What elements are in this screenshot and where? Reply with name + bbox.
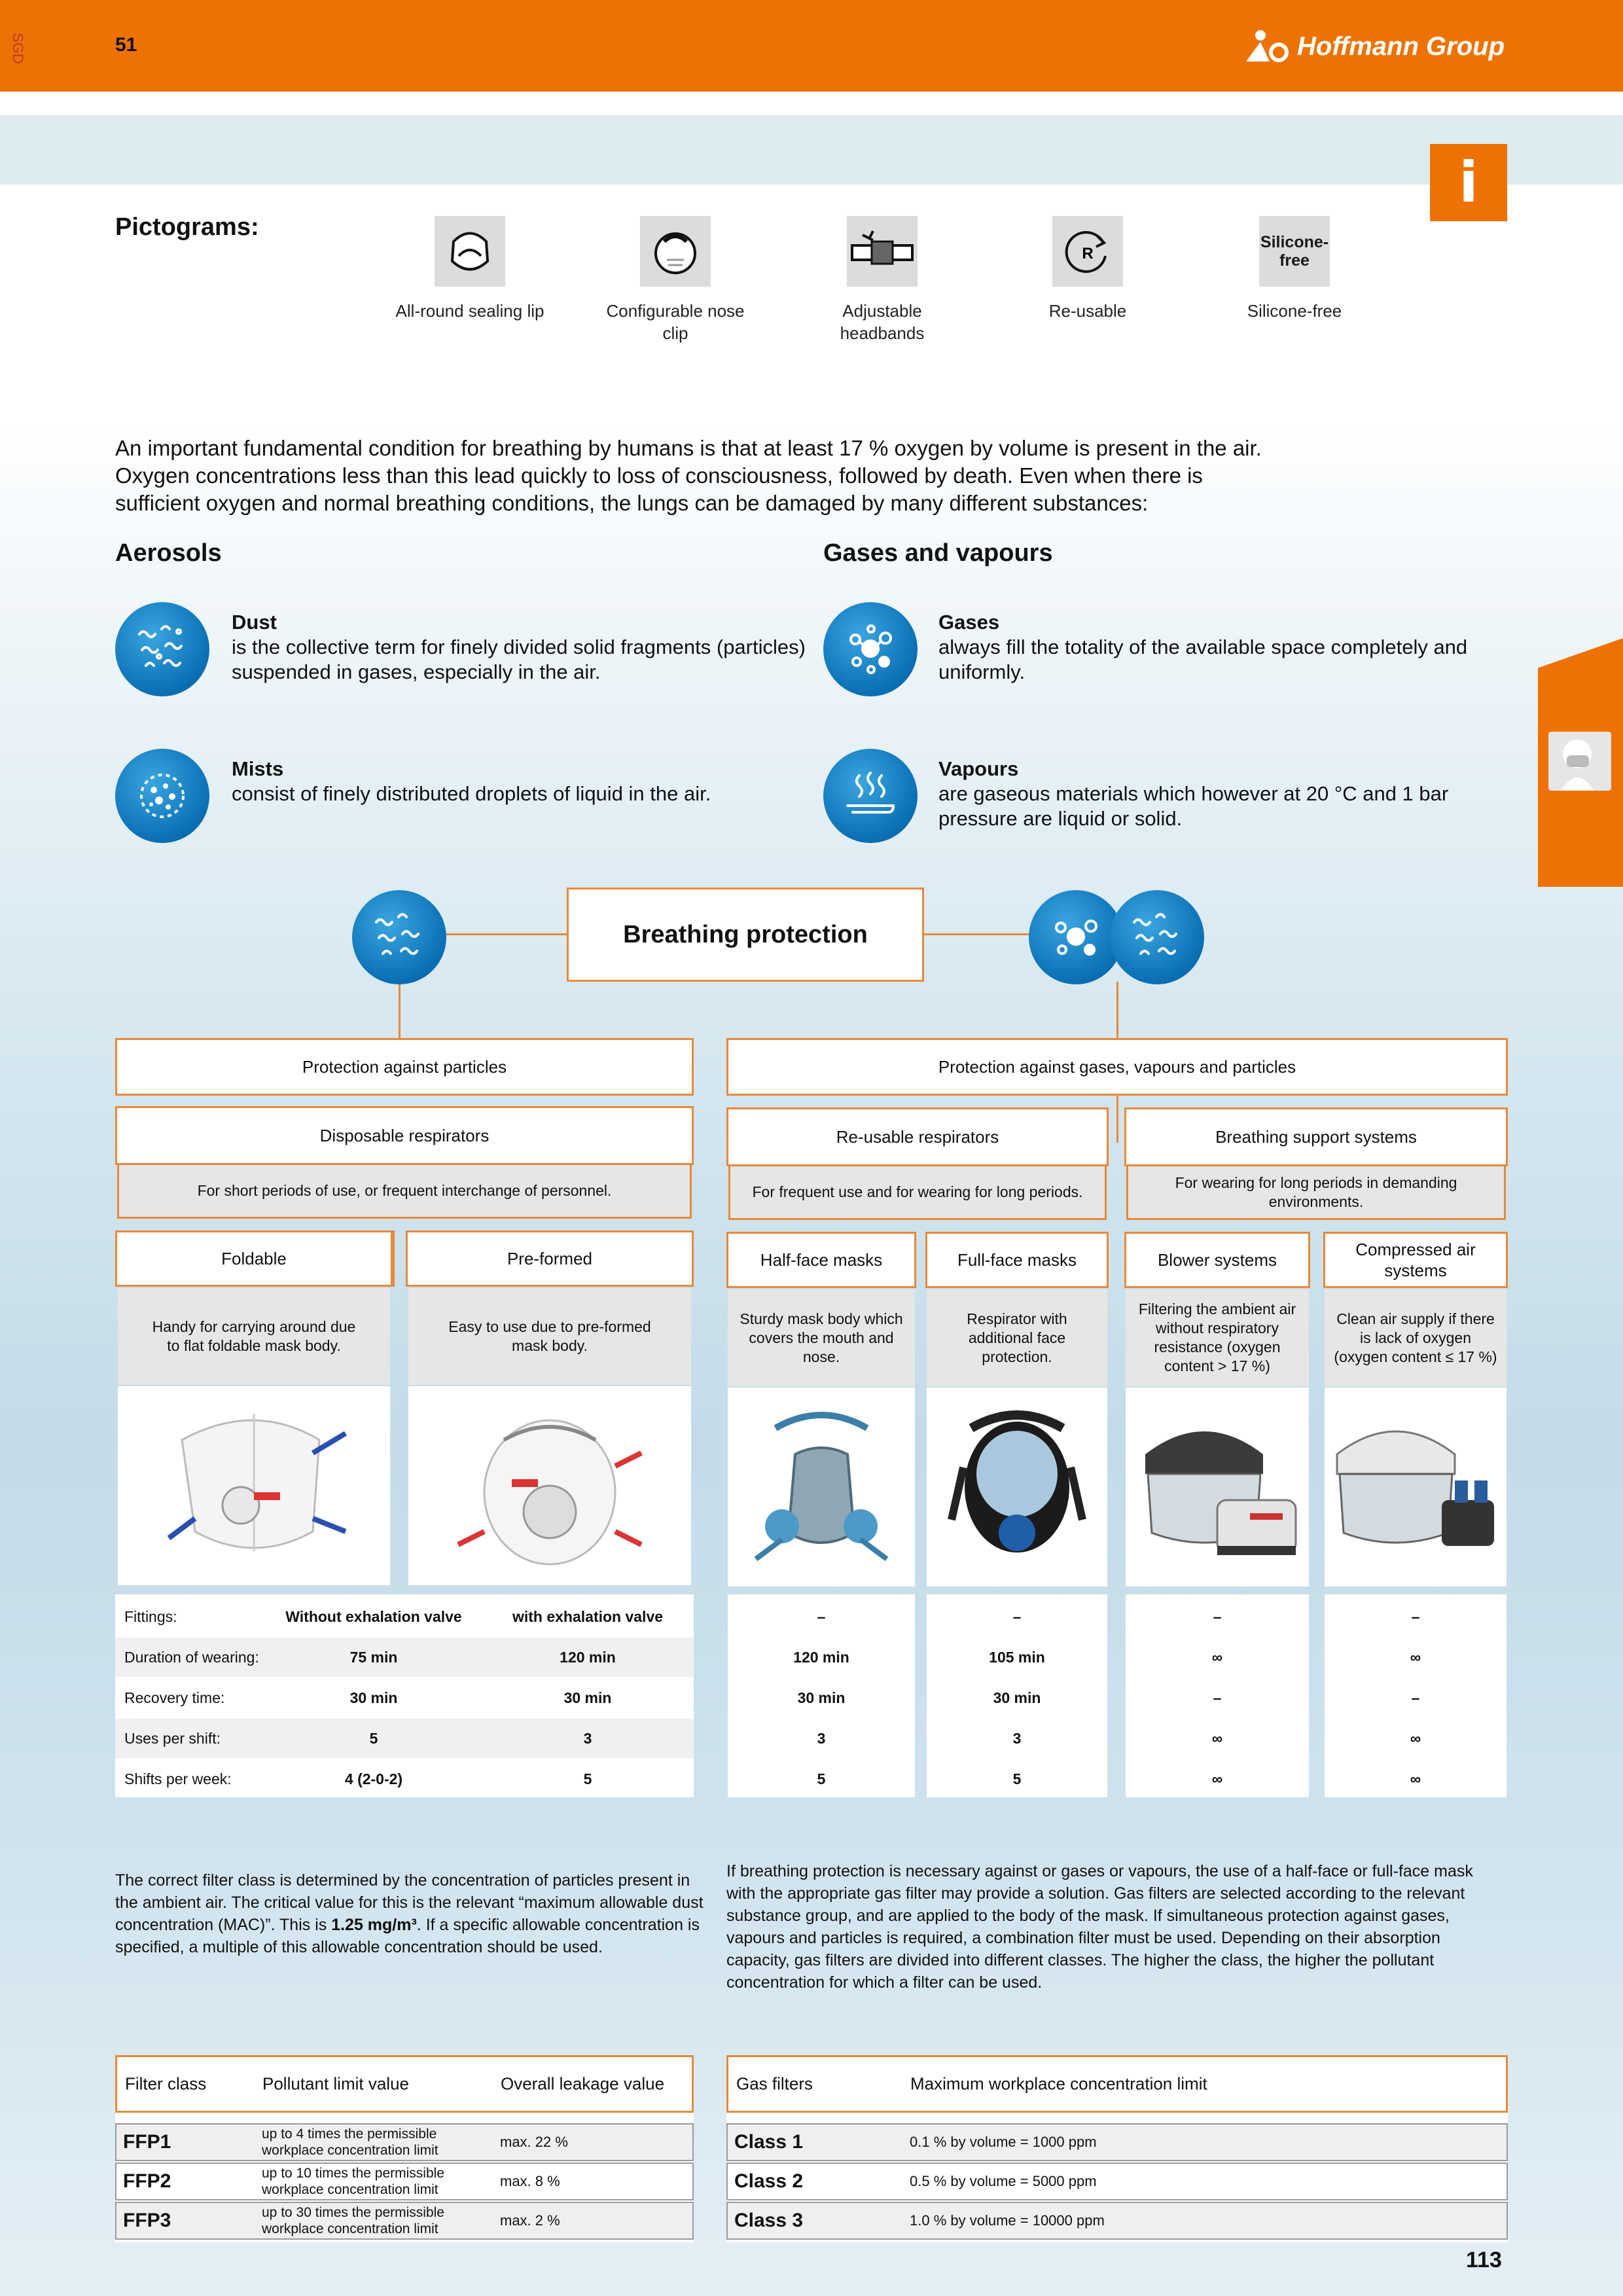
column-header: Gas filters	[736, 2073, 813, 2094]
picto-label: Re-usable	[1048, 301, 1127, 321]
gases-title: Gases and vapours	[823, 539, 1053, 567]
connector	[1116, 1096, 1118, 1143]
blower-desc: Filtering the ambient air without respiratory resistance (oxygen content > 17 %)	[1126, 1289, 1309, 1386]
specs-table-disposable	[115, 1594, 694, 1797]
halfface-mask-image	[728, 1388, 915, 1587]
table-row	[927, 1719, 1107, 1758]
info-icon[interactable]: i	[1430, 144, 1507, 221]
vapours-icon	[823, 749, 918, 843]
table-cell: –	[1411, 1689, 1420, 1706]
table-row	[1325, 1759, 1507, 1799]
gas-class: Class 3	[734, 2210, 804, 2231]
table-cell: ∞	[1410, 1770, 1421, 1787]
preformed-mask-image	[408, 1386, 691, 1585]
picto-label: All-round sealing lip	[395, 301, 544, 321]
foldable-mask-image	[118, 1386, 390, 1585]
table-cell: 30 min	[563, 1689, 612, 1706]
dust-name: Dust	[232, 611, 277, 634]
leakage-value: max. 22 %	[500, 2134, 568, 2150]
brand-name: Hoffmann Group	[1297, 31, 1505, 61]
column-header: Pollutant limit value	[262, 2073, 409, 2094]
table-row	[1126, 1759, 1309, 1799]
mists-text-block	[232, 757, 755, 806]
picto-silicone-free	[1216, 216, 1373, 322]
picto-label: Configurable nose clip	[606, 301, 745, 343]
table-row	[1126, 1638, 1309, 1677]
table-cell: with exhalation valve	[512, 1607, 664, 1625]
foldable-desc: Handy for carrying around due to flat foldable mask body.	[118, 1288, 390, 1385]
blower-box: Blower systems	[1124, 1232, 1310, 1288]
halfface-box: Half-face masks	[726, 1232, 916, 1288]
mask-person-icon[interactable]	[1548, 732, 1611, 791]
filter-class: FFP3	[123, 2210, 171, 2231]
pictograms-title: Pictograms:	[115, 213, 259, 241]
table-cell: 5	[1012, 1770, 1022, 1787]
table-cell: ∞	[1211, 1770, 1223, 1787]
mac-value: 1.25 mg/m³	[331, 1916, 417, 1934]
gases-particles-box: Protection against gases, vapours and particles	[726, 1038, 1508, 1096]
row-label: Recovery time:	[124, 1689, 225, 1706]
connector	[1116, 982, 1118, 1039]
table-cell: 120 min	[793, 1648, 849, 1666]
dust-icon	[1110, 890, 1204, 984]
preformed-box: Pre-formed	[406, 1230, 694, 1287]
picto-nose-clip	[597, 216, 754, 344]
table-cell: ∞	[1211, 1648, 1223, 1666]
table-row	[115, 1759, 694, 1799]
connector	[399, 982, 401, 1039]
table-cell: –	[1411, 1607, 1420, 1625]
column-header: Filter class	[125, 2073, 207, 2094]
mists-name: Mists	[232, 757, 284, 780]
column-header: Maximum workplace concentration limit	[910, 2073, 1207, 2094]
table-cell: 5	[369, 1729, 378, 1747]
picto-label: Silicone-free	[1247, 301, 1342, 321]
disposable-desc: For short periods of use, or frequent interchange of personnel.	[117, 1165, 692, 1219]
gas-class: Class 1	[734, 2131, 804, 2153]
foldable-box: Foldable	[115, 1230, 393, 1287]
table-row	[1126, 1678, 1309, 1717]
table-row	[728, 1759, 915, 1799]
table-cell: 5	[583, 1770, 592, 1787]
table-row	[115, 1638, 694, 1677]
table-row	[115, 1597, 694, 1636]
gas-class: Class 2	[734, 2170, 804, 2192]
table-cell: 3	[583, 1729, 592, 1747]
blower-system-image	[1126, 1388, 1309, 1587]
filter-class-paragraph	[115, 1869, 704, 1958]
table-row	[927, 1759, 1107, 1799]
dust-text: is the collective term for finely divided solid fragments (particles) suspended in gases, especially in the air.	[232, 636, 806, 683]
reusable-icon	[1052, 216, 1123, 287]
table-row	[726, 2123, 1508, 2161]
table-row	[728, 1719, 915, 1758]
table-cell: 30 min	[349, 1689, 398, 1706]
hoffmann-logo-icon	[1243, 29, 1291, 64]
table-row	[927, 1638, 1107, 1677]
picto-headbands	[804, 216, 961, 344]
dust-text-block	[232, 610, 808, 685]
reusable-box: Re-usable respirators	[726, 1107, 1109, 1166]
row-label: Duration of wearing:	[124, 1648, 259, 1666]
table-row	[728, 1678, 915, 1717]
specs-col-fullface	[927, 1594, 1107, 1797]
table-header	[115, 2055, 694, 2113]
table-row	[115, 2123, 694, 2161]
disposable-box: Disposable respirators	[115, 1106, 694, 1165]
halfface-desc: Sturdy mask body which covers the mouth and nose.	[728, 1289, 915, 1386]
table-header	[726, 2055, 1508, 2113]
fullface-desc: Respirator with additional face protection.	[927, 1289, 1107, 1386]
compressed-desc: Clean air supply if there is lack of oxygen (oxygen content ≤ 17 %)	[1325, 1289, 1507, 1386]
gas-filter-paragraph: If breathing protection is necessary against or gases or vapours, the use of a half-face or full-face mask with the appropriate gas filter may provide a solution. Gas filters are selected according to the relevant substance group, and are applied to the body of the mask. If simultaneous protection against gases, vapours and particles is required, a combination filter must be used. Depending on their absorption capacity, gas filters are divided into different classes. The higher the class, the higher the pollutant concentration for which a filter can be used.	[726, 1862, 1473, 1992]
vapours-text: are gaseous materials which however at 20 °C and 1 bar pressure are liquid or solid.	[938, 782, 1449, 830]
filter-class: FFP2	[123, 2170, 171, 2192]
leakage-value: max. 2 %	[500, 2212, 560, 2229]
particles-icon	[352, 890, 446, 984]
table-row	[726, 2202, 1508, 2240]
mists-icon	[115, 749, 209, 843]
table-cell: 30 min	[797, 1689, 846, 1706]
specs-col-compressed	[1325, 1594, 1507, 1797]
para-left-a: The correct filter class is determined by the concentration of particles present in the ambient air. The critical value for this is the relevant “maximum allowable dust concentration (MAC)”. This is	[115, 1871, 704, 1934]
table-row	[927, 1678, 1107, 1717]
connector	[393, 1230, 395, 1287]
gases-text: always fill the totality of the available space completely and uniformly.	[938, 636, 1468, 683]
reusable-desc: For frequent use and for wearing for long periods.	[728, 1166, 1107, 1220]
gases-text-block	[938, 610, 1475, 685]
table-row	[1126, 1719, 1309, 1758]
table-cell: 4 (2-0-2)	[344, 1770, 403, 1787]
leakage-value: max. 8 %	[500, 2173, 560, 2189]
silicone-free-glyph: Silicone-free	[1260, 233, 1329, 270]
table-row	[115, 2202, 694, 2240]
particles-box: Protection against particles	[115, 1038, 694, 1096]
gases-icon	[823, 602, 918, 696]
table-cell: ∞	[1211, 1729, 1223, 1747]
picto-sealing-lip	[391, 216, 548, 322]
picto-label: Adjustable headbands	[840, 301, 925, 343]
row-label: Uses per shift:	[124, 1729, 221, 1747]
table-cell: –	[817, 1607, 826, 1625]
fullface-box: Full-face masks	[925, 1232, 1109, 1288]
specs-col-blower	[1126, 1594, 1309, 1797]
fullface-mask-image	[927, 1388, 1107, 1587]
vapours-name: Vapours	[938, 757, 1019, 780]
dust-icon	[115, 602, 209, 696]
compressed-box: Compressed air systems	[1323, 1232, 1508, 1288]
mists-text: consist of finely distributed droplets of liquid in the air.	[232, 782, 711, 805]
brand-logo	[1243, 24, 1505, 69]
table-row	[115, 1678, 694, 1717]
table-row	[1325, 1719, 1507, 1758]
connector	[923, 933, 1033, 935]
row-label: Fittings:	[124, 1607, 177, 1625]
table-cell: –	[1012, 1607, 1022, 1625]
page-number-bottom: 113	[1466, 2248, 1502, 2272]
silicone-free-icon	[1259, 216, 1330, 287]
table-cell: Without exhalation valve	[285, 1607, 462, 1625]
table-cell: –	[1213, 1607, 1222, 1625]
table-cell: ∞	[1410, 1729, 1421, 1747]
table-row	[1126, 1597, 1309, 1636]
table-cell: 30 min	[993, 1689, 1041, 1706]
support-box: Breathing support systems	[1124, 1107, 1508, 1166]
table-row	[927, 1597, 1107, 1636]
table-cell: 3	[1012, 1729, 1022, 1747]
concentration-limit: 0.1 % by volume = 1000 ppm	[910, 2134, 1097, 2150]
para-left-b: . If a specific allowable concentration is specified, a multiple of this allowable concentration should be used.	[115, 1916, 700, 1956]
table-row	[728, 1597, 915, 1636]
concentration-limit: 1.0 % by volume = 10000 ppm	[910, 2212, 1105, 2229]
table-row	[115, 1719, 694, 1758]
picto-reusable	[1009, 216, 1166, 322]
gases-name: Gases	[938, 611, 1000, 634]
table-cell: 120 min	[560, 1648, 616, 1666]
headband-icon	[847, 216, 918, 287]
table-cell: 105 min	[989, 1648, 1045, 1666]
page-number-top: 51	[115, 34, 137, 56]
header-band	[0, 115, 1623, 185]
table-cell: 75 min	[349, 1648, 398, 1666]
limit-value: up to 10 times the permissible workplace concentration limit	[262, 2166, 444, 2197]
limit-value: up to 30 times the permissible workplace concentration limit	[262, 2205, 444, 2236]
limit-value: up to 4 times the permissible workplace concentration limit	[262, 2126, 438, 2158]
table-row	[1325, 1597, 1507, 1636]
table-cell: –	[1213, 1689, 1222, 1706]
specs-col-halfface	[728, 1594, 915, 1797]
table-cell: 3	[817, 1729, 826, 1747]
filter-class-table	[115, 2055, 694, 2242]
table-row	[726, 2162, 1508, 2200]
sealing-lip-icon	[435, 216, 505, 287]
table-row	[728, 1638, 915, 1677]
table-cell: 5	[817, 1770, 826, 1787]
gas-filter-table	[726, 2055, 1508, 2242]
vapours-text-block	[938, 757, 1475, 831]
preformed-desc: Easy to use due to pre-formed mask body.	[408, 1288, 691, 1385]
intro-text: An important fundamental condition for breathing by humans is that at least 17 % oxygen by volume is present in the air. Oxygen concentrations less than this lead quickly to loss of consciousness, followed by death. Even when there is sufficient oxygen and normal breathing conditions, the lungs can be damaged by many different substances:	[115, 436, 1262, 515]
filter-class: FFP1	[123, 2131, 171, 2153]
reusable-glyph: R	[1082, 245, 1094, 262]
table-row	[115, 2162, 694, 2200]
concentration-limit: 0.5 % by volume = 5000 ppm	[910, 2173, 1097, 2189]
table-cell: ∞	[1410, 1648, 1421, 1666]
side-code: SGD	[10, 33, 26, 64]
nose-clip-icon	[640, 216, 711, 287]
table-row	[1325, 1678, 1507, 1717]
table-row	[1325, 1638, 1507, 1677]
breathing-protection-box: Breathing protection	[567, 888, 924, 982]
aerosols-title: Aerosols	[115, 539, 222, 567]
gases-icon	[1029, 890, 1123, 984]
row-label: Shifts per week:	[124, 1770, 232, 1787]
column-header: Overall leakage value	[501, 2073, 665, 2094]
support-desc: For wearing for long periods in demanding environments.	[1126, 1166, 1506, 1220]
compressed-air-image	[1325, 1388, 1507, 1587]
